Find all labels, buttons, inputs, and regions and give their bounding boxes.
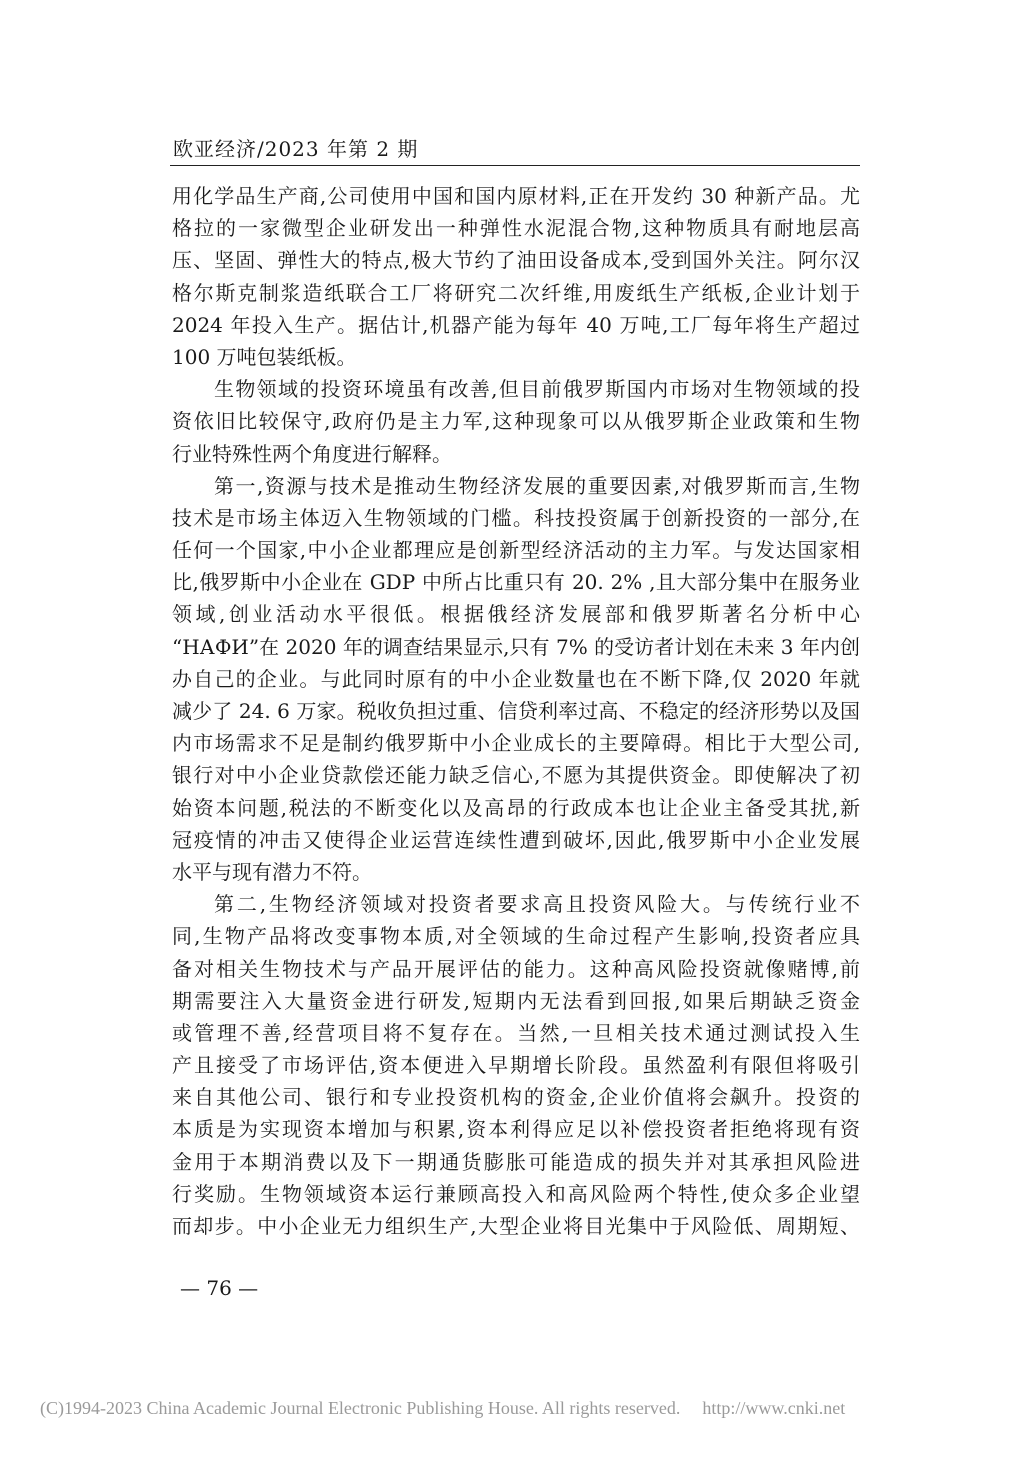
text-line: 用化学品生产商,公司使用中国和国内原材料,正在开发约 30 种新产品。尤 [172,184,860,208]
running-header: 欧亚经济/2023 年第 2 期 [173,137,419,161]
text-line: 压、坚固、弹性大的特点,极大节约了油田设备成本,受到国外关注。阿尔汉 [172,248,860,273]
text-line: 冠疫情的冲击又使得企业运营连续性遭到破坏,因此,俄罗斯中小企业发展 [172,827,860,852]
text-line: 金用于本期消费以及下一期通货膨胀可能造成的损失并对其承担风险进 [172,1149,860,1174]
text-line: 生物领域的投资环境虽有改善,但目前俄罗斯国内市场对生物领域的投 [214,377,860,402]
text-line: 备对相关生物技术与产品开展评估的能力。这种高风险投资就像赌博,前 [172,956,860,981]
text-line: 来自其他公司、银行和专业投资机构的资金,企业价值将会飙升。投资的 [172,1085,860,1110]
header-rule [170,165,860,166]
text-line: 任何一个国家,中小企业都理应是创新型经济活动的主力军。与发达国家相 [172,538,860,563]
text-line: 减少了 24. 6 万家。税收负担过重、信贷利率过高、不稳定的经济形势以及国 [172,699,860,723]
text-line: 产且接受了市场评估,资本便进入早期增长阶段。虽然盈利有限但将吸引 [172,1053,860,1078]
text-line: 期需要注入大量资金进行研发,短期内无法看到回报,如果后期缺乏资金 [172,988,860,1013]
text-line: 领域,创业活动水平很低。根据俄经济发展部和俄罗斯著名分析中心 [172,602,860,627]
text-line: 行奖励。生物领域资本运行兼顾高投入和高风险两个特性,使众多企业望 [172,1181,860,1206]
copyright-notice: (C)1994-2023 China Academic Journal Electronic Publishing House. All rights reserved. [40,1398,681,1418]
paragraph [172,373,860,470]
text-line: 格拉的一家微型企业研发出一种弹性水泥混合物,这种物质具有耐地层高 [172,216,860,241]
text-line: 水平与现有潜力不符。 [172,859,372,884]
text-line: 第一,资源与技术是推动生物经济发展的重要因素,对俄罗斯而言,生物 [214,473,860,498]
text-line: 格尔斯克制浆造纸联合工厂将研究二次纤维,用废纸生产纸板,企业计划于 [172,280,860,305]
paragraph [172,888,860,1242]
text-line: 本质是为实现资本增加与积累,资本利得应足以补偿投资者拒绝将现有资 [172,1117,860,1142]
text-line: 银行对中小企业贷款偿还能力缺乏信心,不愿为其提供资金。即使解决了初 [172,763,860,788]
text-line: 技术是市场主体迈入生物领域的门槛。科技投资属于创新投资的一部分,在 [172,505,860,530]
text-line: 内市场需求不足是制约俄罗斯中小企业成长的主要障碍。相比于大型公司, [172,731,860,756]
text-line: 2024 年投入生产。据估计,机器产能为每年 40 万吨,工厂每年将生产超过 [172,312,860,337]
text-line: 同,生物产品将改变事物本质,对全领域的生命过程产生影响,投资者应具 [172,924,860,949]
text-line: 办自己的企业。与此同时原有的中小企业数量也在不断下降,仅 2020 年就 [172,666,860,691]
article-body [172,180,860,1242]
cnki-url[interactable]: http://www.cnki.net [702,1398,846,1418]
text-line: 资依旧比较保守,政府仍是主力军,这种现象可以从俄罗斯企业政策和生物 [172,409,860,434]
text-line: 第二,生物经济领域对投资者要求高且投资风险大。与传统行业不 [214,892,860,917]
text-line: 100 万吨包装纸板。 [172,344,357,369]
text-line: 比,俄罗斯中小企业在 GDP 中所占比重只有 20. 2% ,且大部分集中在服务业 [172,570,860,595]
text-line: “НАФИ”在 2020 年的调查结果显示,只有 7% 的受访者计划在未来 3 年内创 [172,634,860,659]
page-number: — 76 — [180,1276,259,1300]
text-line: 而却步。中小企业无力组织生产,大型企业将目光集中于风险低、周期短、 [172,1214,860,1238]
copyright-footer [40,1398,845,1419]
text-line: 行业特殊性两个角度进行解释。 [172,441,452,466]
text-line: 始资本问题,税法的不断变化以及高昂的行政成本也让企业主备受其扰,新 [172,795,860,820]
text-line: 或管理不善,经营项目将不复存在。当然,一旦相关技术通过测试投入生 [172,1020,860,1045]
paragraph [172,180,860,373]
paragraph [172,470,860,888]
